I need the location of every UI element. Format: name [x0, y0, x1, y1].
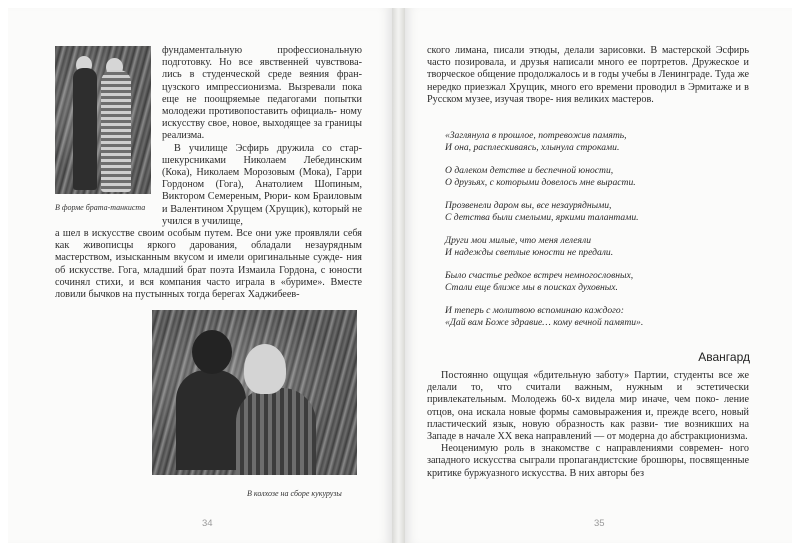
paragraph-2: В училище Эсфирь дружила со стар- шекурсниками Николаем Лебединским (Кока), Николаем Морозовым (Мока), Гарри Гордоном (Гога), Анатолием Шопиным, Виктором Семереным, Рюри- ком Браиловым и Валентином Хрущем (Хрущик), который не учился в училище, [162, 142, 363, 227]
paragraph-avangard-1: Постоянно ощущая «бдительную заботу» Партии, студенты все же делали то, что считали важным, нужным и эстетически привлекательным. Молодежь 60-х видела мир иначе, чем поко- ление отцов, она искала новые формы самовыражения и, прежде всего, новый пластический язык, новую образность как разви- тие возникших на Западе в начале XX века направлений — от модерна до абстракционизма. [427, 370, 750, 443]
figure-body-knit [236, 388, 316, 475]
paragraph-avangard-2: Неоценимую роль в знакомстве с направлениями современ- ного западного искусства сыграли пропагандистские брошюры, посвященные критике буржуазного искусства. В них авторы без [427, 443, 749, 479]
poem-stanza: О далеком детстве и беспечной юности, О друзьях, с которыми довелось мне вырасти. [445, 164, 636, 189]
left-text-column [162, 45, 362, 228]
poem-stanza: Други мои милые, что меня лелеяли И надежды светлые юности не предали. [445, 234, 614, 258]
poem-stanza: «Заглянула в прошлое, потревожив память, И она, расплескиваясь, хлынула строками. [445, 130, 627, 154]
right-top-text [427, 45, 749, 106]
paragraph-1: фундаментальную профессиональную подготовку. Но все явственней чувствова- лись в студенческой среде веяния фран- цузского импрессионизма. Вызревали пока еще не поощряемые педагогами попытки молодежи противопоставить официаль- ному искусству свое, новое, выходящее за границы реализма. [162, 45, 363, 142]
poem-stanza: Было счастье редкое встреч немногословных, Стали еще ближе мы в поисках духовных. [445, 269, 634, 293]
section-heading: Авангард [698, 350, 750, 364]
page-number-right: 35 [594, 518, 605, 529]
page-number-left: 34 [202, 518, 213, 529]
paragraph-3: а шел в искусстве своим особым путем. Все они уже проявляли себя как живописцы яркого дарования, обладали незаурядным мастерством, изысканным вкусом и имели оригинальные сужде- ния об искусстве. Гога, младший брат поэта Измаила Гордона, с юности сочинял стихи, и вся компания часто играла в «буриме». Вместе ловили бычков на пустынных тогда берегах Хаджибеев- [55, 228, 363, 301]
photo-corn-harvest [152, 310, 357, 475]
right-bottom-text [427, 370, 749, 480]
photo2-caption: В колхозе на сборе кукурузы [247, 489, 342, 498]
left-text-full-width [55, 228, 362, 301]
figure-head-kerchief [244, 344, 286, 394]
figure-plaid-shirt [101, 70, 131, 192]
photo1-caption: В форме брата-танкиста [55, 203, 146, 212]
poem-stanza: И теперь с молитвою вспоминаю каждого: «Дай вам Боже здравие… кому вечной памяти». [445, 304, 644, 328]
poem [445, 130, 745, 339]
figure-uniform [73, 68, 97, 190]
poem-stanza: Прозвенели даром вы, все незаурядными, С детства были смелыми, яркими талантами. [445, 199, 639, 224]
figure-head-dark-hair [192, 330, 232, 374]
paragraph-continued: ского лимана, писали этюды, делали зарисовки. В мастерской Эсфирь часто позировала, и друзья написали много ее портретов. Дружеское и творческое общение продолжалось и в годы учебы в Ленинграде. Туда же нередко приезжал Хрущик, много его времени проводил в Эрмитаже и в Русском музее, изучая творе- ния великих мастеров. [427, 45, 750, 105]
book-gutter [392, 8, 405, 543]
photo-brothers [55, 46, 151, 194]
